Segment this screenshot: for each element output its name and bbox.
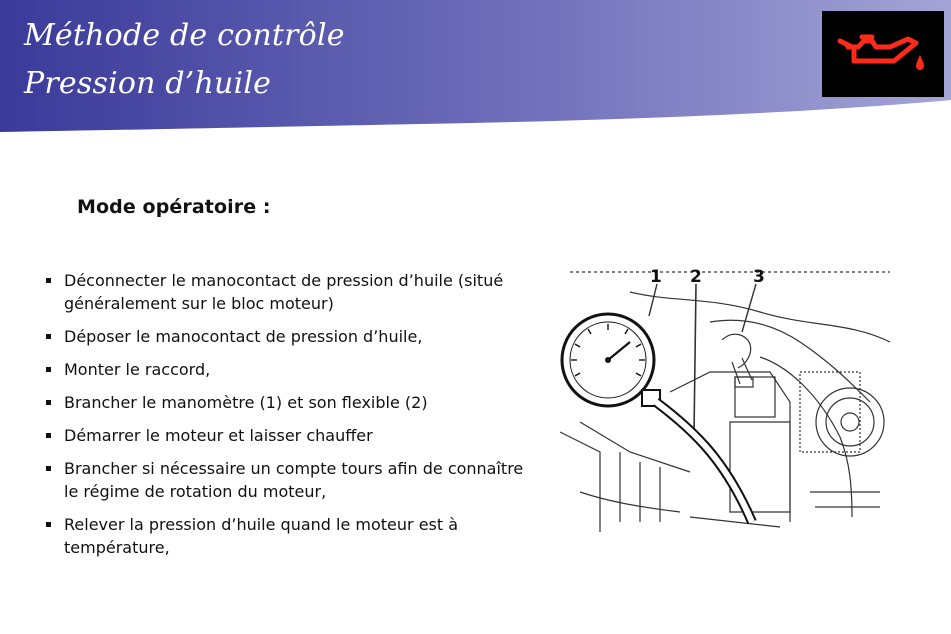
header-banner	[0, 0, 951, 140]
diagram-label-2: 2	[690, 267, 702, 287]
list-item: Relever la pression d’huile quand le moteur est à température,	[42, 513, 542, 559]
section-subtitle: Mode opératoire :	[77, 196, 271, 218]
list-item: Déconnecter le manocontact de pression d’huile (situé généralement sur le bloc moteur)	[42, 269, 542, 315]
list-item: Brancher le manomètre (1) et son flexible (2)	[42, 391, 542, 414]
steps-list	[42, 269, 542, 569]
pressure-gauge-icon	[562, 314, 752, 522]
diagram-label-1: 1	[650, 267, 662, 287]
list-item: Monter le raccord,	[42, 358, 542, 381]
engine-gauge-illustration	[560, 262, 896, 540]
list-item: Déposer le manocontact de pression d’huile,	[42, 325, 542, 348]
page-title	[24, 12, 345, 108]
title-line-2: Pression d’huile	[24, 66, 272, 101]
title-line-1: Méthode de contrôle	[24, 18, 345, 53]
oil-pressure-warning-icon	[822, 11, 944, 97]
diagram-label-3: 3	[753, 267, 765, 287]
list-item: Démarrer le moteur et laisser chauffer	[42, 424, 542, 447]
list-item: Brancher si nécessaire un compte tours afin de connaître le régime de rotation du moteur,	[42, 457, 542, 503]
pressure-gauge-diagram	[560, 262, 896, 540]
